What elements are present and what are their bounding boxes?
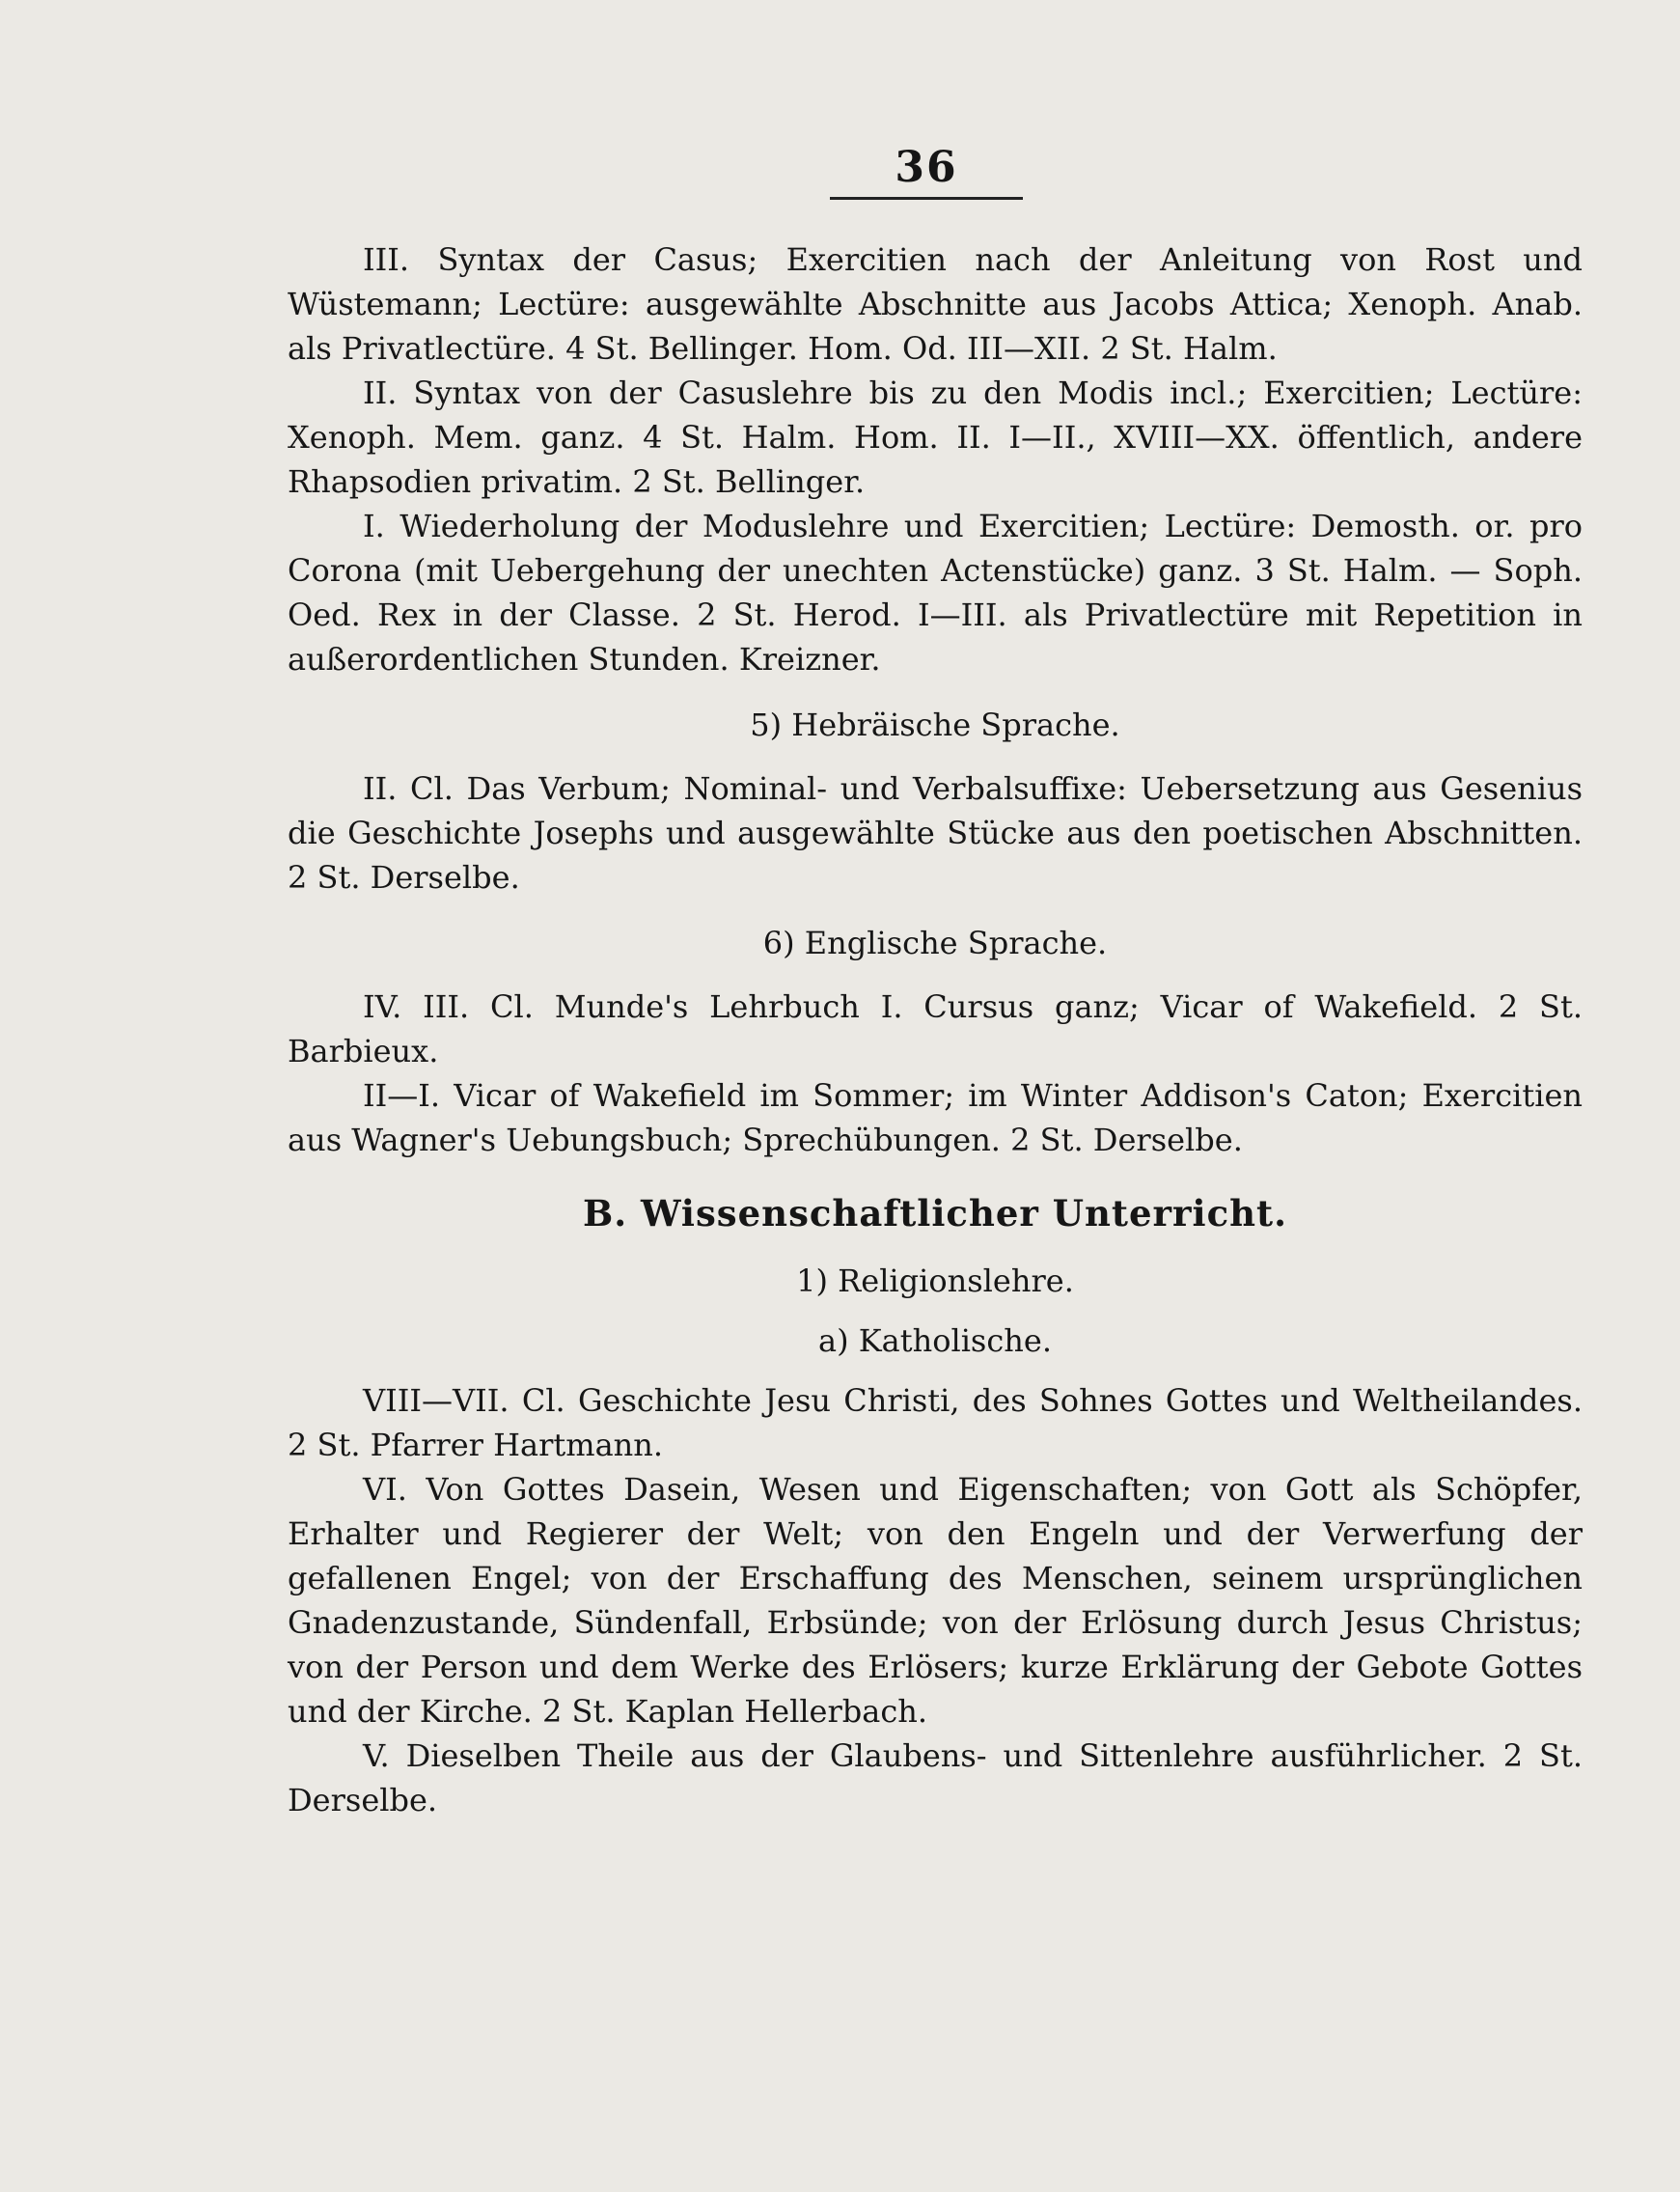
greek-paragraph-class-iii: III. Syntax der Casus; Exercitien nach der Anleitung von Rost und Wüstemann; Lectüre: ausgewählte Abschnitte aus Jacobs Attica; Xenoph. Anab. als Privatlectüre. 4 St. Bellinger. Hom. Od. III—XII. 2 St. Halm. <box>288 241 1583 367</box>
english-heading: 6) Englische Sprache. <box>762 925 1108 961</box>
hebrew-paragraph: II. Cl. Das Verbum; Nominal- und Verbalsuffixe: Uebersetzung aus Gesenius die Geschichte Josephs und ausgewählte Stücke aus den poetischen Abschnitten. 2 St. Derselbe. <box>288 770 1583 896</box>
religion-paragraph-viii-vii: VIII—VII. Cl. Geschichte Jesu Christi, des Sohnes Gottes und Weltheilandes. 2 St. Pfarrer Hartmann. <box>288 1382 1583 1463</box>
section-b-heading: B. Wissenschaftlicher Unterricht. <box>582 1192 1288 1235</box>
catholic-subheading: a) Katholische. <box>818 1322 1052 1359</box>
english-paragraph-ii-i: II—I. Vicar of Wakefield im Sommer; im Winter Addison's Caton; Exercitien aus Wagner's Uebungsbuch; Sprechübungen. 2 St. Derselbe. <box>288 1077 1583 1158</box>
greek-paragraph-class-i: I. Wiederholung der Moduslehre und Exercitien; Lectüre: Demosth. or. pro Corona (mit Uebergehung der unechten Actenstücke) ganz. 3 St. Halm. — Soph. Oed. Rex in der Classe. 2 St. Herod. I—III. als Privatlectüre mit Repetition in außerordentlichen Stunden. Kreizner. <box>288 508 1583 678</box>
english-paragraph-iv-iii: IV. III. Cl. Munde's Lehrbuch I. Cursus ganz; Vicar of Wakefield. 2 St. Barbieux. <box>288 988 1583 1069</box>
religion-paragraph-v: V. Dieselben Theile aus der Glaubens- und Sittenlehre ausführlicher. 2 St. Derselbe. <box>288 1737 1583 1818</box>
greek-paragraph-class-ii: II. Syntax von der Casuslehre bis zu den Modis incl.; Exercitien; Lectüre: Xenoph. Mem. ganz. 4 St. Halm. Hom. II. I—II., XVIII—XX. öffentlich, andere Rhapsodien privatim. 2 St. Bellinger. <box>288 375 1583 500</box>
hebrew-heading: 5) Hebräische Sprache. <box>750 707 1120 743</box>
body-text <box>288 237 1583 1822</box>
page-number-rule <box>830 197 1023 200</box>
religion-heading: 1) Religionslehre. <box>796 1262 1074 1299</box>
religion-paragraph-vi: VI. Von Gottes Dasein, Wesen und Eigenschaften; von Gott als Schöpfer, Erhalter und Regierer der Welt; von den Engeln und der Verwerfung der gefallenen Engel; von der Erschaffung des Menschen, seinem ursprünglichen Gnadenzustande, Sündenfall, Erbsünde; von der Erlösung durch Jesus Christus; von der Person und dem Werke des Erlösers; kurze Erklärung der Gebote Gottes und der Kirche. 2 St. Kaplan Hellerbach. <box>288 1471 1583 1730</box>
page-number: 36 <box>895 143 958 192</box>
